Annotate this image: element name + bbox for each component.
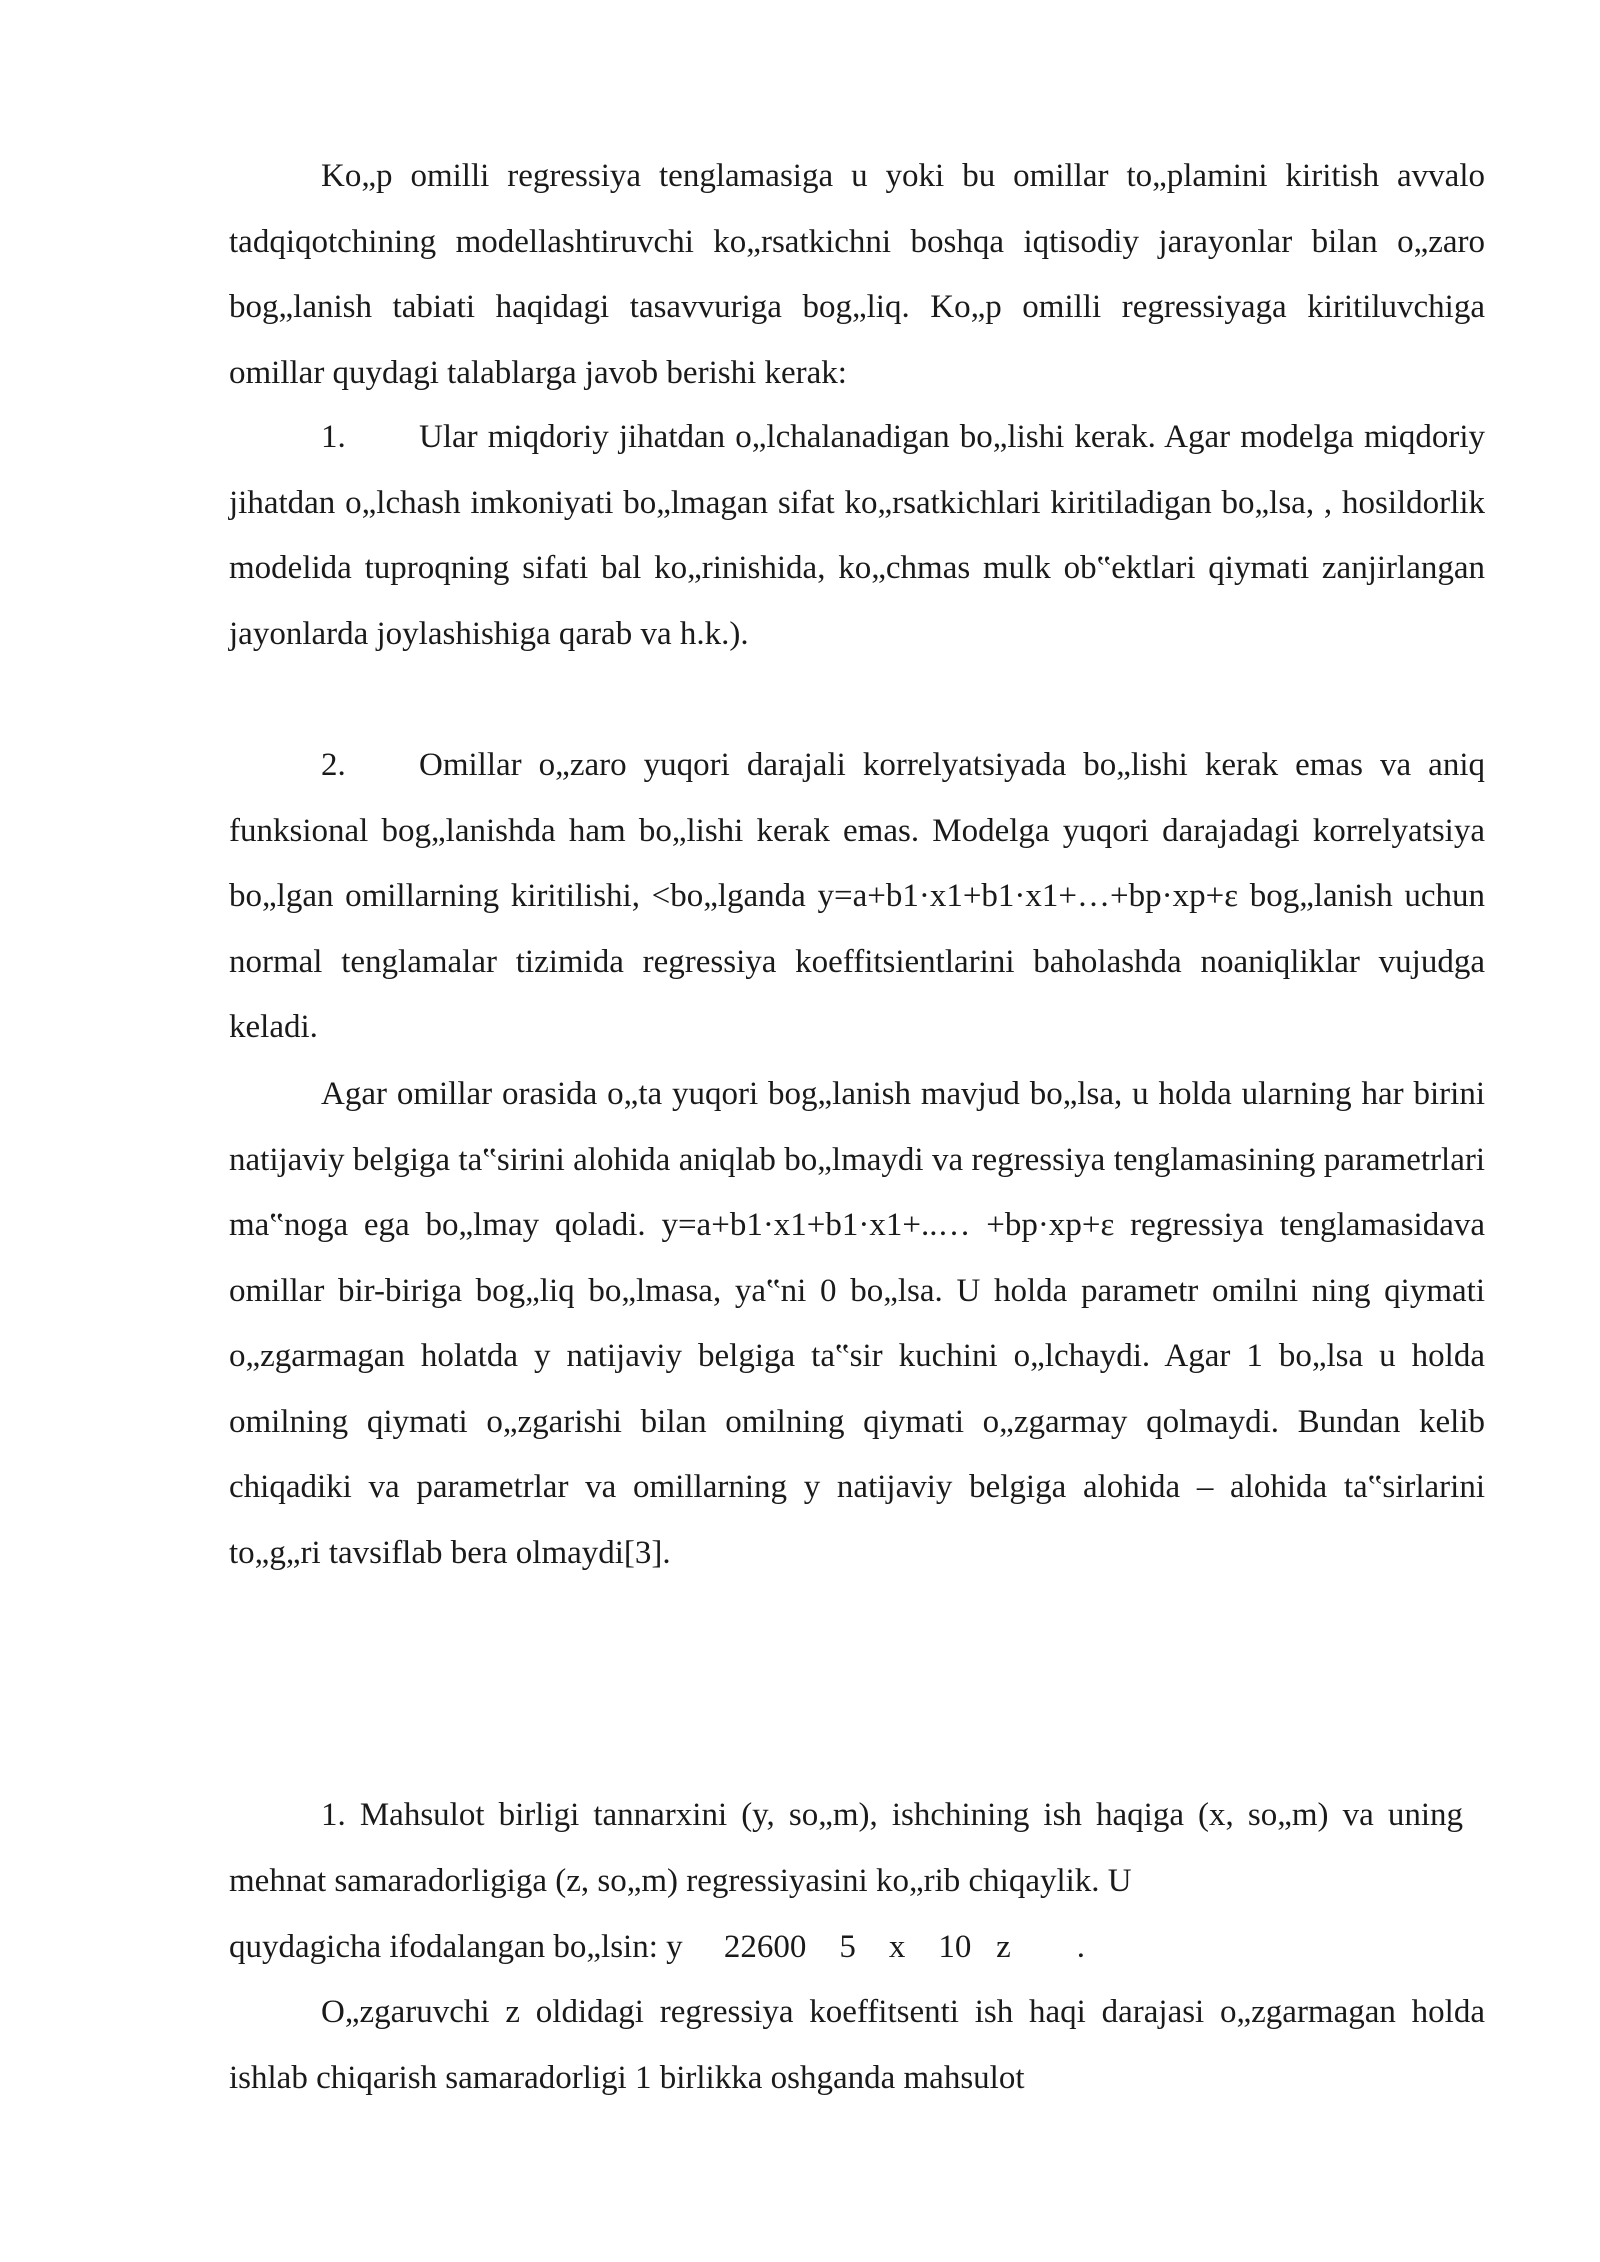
equation-constant: 22600 (723, 1929, 807, 1965)
equation-coef-z: 10 (938, 1929, 972, 1965)
paragraph-coefficient: O„zgaruvchi z oldidagi regressiya koeffitsenti ish haqi darajasi o„zgarmagan holda ishlab chiqarish samaradorligi 1 birlikka oshganda mahsulot (229, 1994, 1485, 2096)
list-text-1: Ular miqdoriy jihatdan o„lchalanadigan bo„lishi kerak. Agar modelga miqdoriy jihatdan o„lchash imkoniyati bo„lmagan sifat ko„rsatkichlari kiritiladigan bo„lsa, , hosildorlik modelida tuproqning sifati bal ko„rinishida, ko„chmas mulk ob‟ektlari qiymati zanjirlangan jayonlarda joylashishiga qarab va h.k.). (229, 419, 1485, 652)
paragraph-intro: Ko„p omilli regressiya tenglamasiga u yoki bu omillar to„plamini kiritish avvalo tadqiqotchining modellashtiruvchi ko„rsatkichni boshqa iqtisodiy jarayonlar bilan o„zaro bog„lanish tabiati haqidagi tasavvuriga bog„liq. Ko„p omilli regressiyaga kiritiluvchiga omillar quydagi talablarga javob berishi kerak: (229, 158, 1485, 391)
list-item-1 (229, 405, 1485, 667)
equation-prefix: quydagicha ifodalangan bo„lsin: y (229, 1929, 683, 1965)
equation-end: . (1076, 1929, 1086, 1965)
list-item-2 (229, 733, 1485, 1061)
paragraph-example: 1. Mahsulot birligi tannarxini (y, so„m), ishchining ish haqiga (x, so„m) va uning mehnat samaradorligiga (z, so„m) regressiyasini ko„rib chiqaylik. U (229, 1797, 1463, 1899)
list-text-2: Omillar o„zaro yuqori darajali korrelyatsiyada bo„lishi kerak emas va aniq funksional bog„lanishda ham bo„lishi kerak emas. Modelga yuqori darajadagi korrelyatsiya bo„lgan omillarning kiritilishi, <bo„lganda y=a+b1·x1+b1·x1+…+bp·xp+ε bog„lanish uchun normal tenglamalar tizimida regressiya koeffitsientlarini baholashda noaniqliklar vujudga keladi. (229, 747, 1485, 1045)
equation-var-z: z (996, 1929, 1011, 1965)
paragraph-correlation: Agar omillar orasida o„ta yuqori bog„lanish mavjud bo„lsa, u holda ularning har birini natijaviy belgiga ta‟sirini alohida aniqlab bo„lmaydi va regressiya tenglamasining parametrlari ma‟noga ega bo„lmay qoladi. y=a+b1·x1+b1·x1+..… +bp·xp+ε regressiya tenglamasidava omillar bir-biriga bog„liq bo„lmasa, ya‟ni 0 bo„lsa. U holda parametr omilni ning qiymati o„zgarmagan holatda y natijaviy belgiga ta‟sir kuchini o„lchaydi. Agar 1 bo„lsa u holda omilning qiymati o„zgarishi bilan omilning qiymati o„zgarmay qolmaydi. Bundan kelib chiqadiki va parametrlar va omillarning y natijaviy belgiga alohida – alohida ta‟sirlarini to„g„ri tavsiflab bera olmaydi[3]. (229, 1076, 1485, 1571)
regression-equation-line (229, 1915, 1485, 1981)
equation-coef-x: 5 (839, 1929, 856, 1965)
equation-var-x: x (888, 1929, 906, 1965)
list-number-2: 2. (321, 747, 346, 783)
list-number-1: 1. (321, 419, 346, 455)
